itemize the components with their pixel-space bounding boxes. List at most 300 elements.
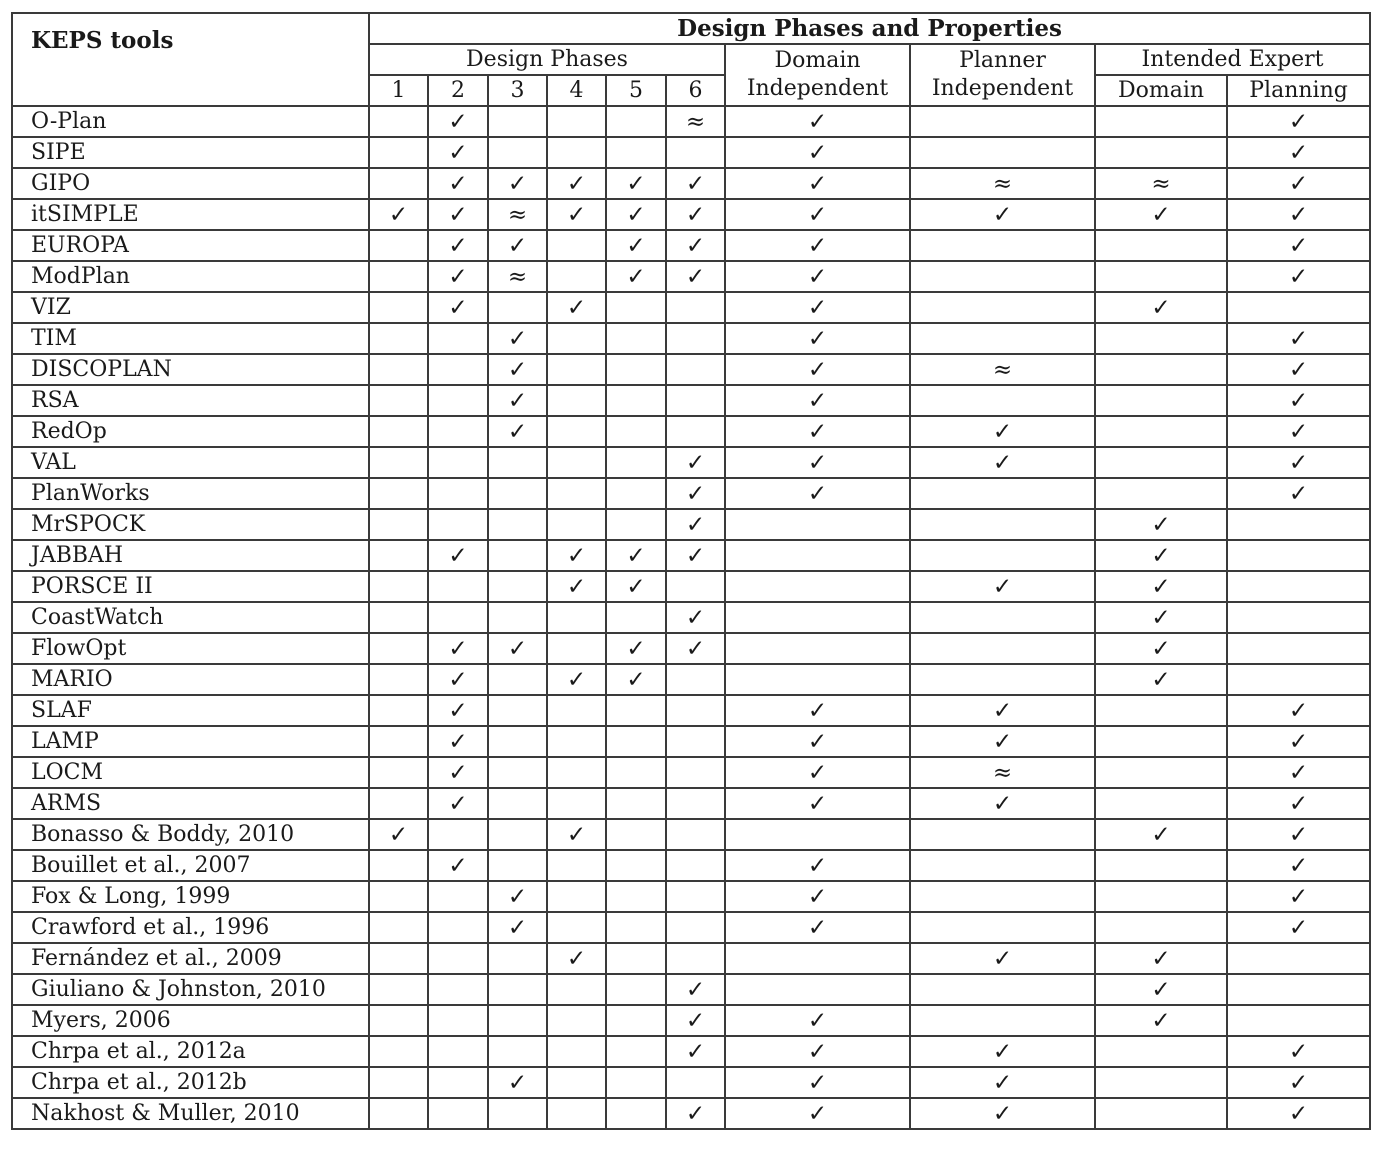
table-row (12, 943, 1370, 974)
mark-cell (547, 106, 606, 137)
mark-cell (910, 385, 1095, 416)
mark-cell: ✓ (666, 261, 725, 292)
mark-cell (547, 478, 606, 509)
mark-cell (428, 1005, 488, 1036)
table-row (12, 881, 1370, 912)
mark-cell (547, 385, 606, 416)
mark-cell: ✓ (1227, 230, 1370, 261)
mark-cell (547, 602, 606, 633)
mark-cell: ✓ (428, 540, 488, 571)
tool-name-cell: MrSPOCK (12, 509, 369, 540)
table-row (12, 974, 1370, 1005)
mark-cell (547, 695, 606, 726)
tool-name-cell: LAMP (12, 726, 369, 757)
mark-cell (666, 354, 725, 385)
table-row (12, 416, 1370, 447)
mark-cell (910, 106, 1095, 137)
table-body (12, 106, 1370, 1129)
mark-cell: ✓ (488, 385, 547, 416)
mark-cell: ✓ (1227, 757, 1370, 788)
mark-cell (547, 633, 606, 664)
mark-cell (606, 757, 666, 788)
mark-cell: ✓ (725, 416, 910, 447)
mark-cell: ✓ (606, 168, 666, 199)
mark-cell: ✓ (428, 664, 488, 695)
tool-name-cell: PlanWorks (12, 478, 369, 509)
mark-cell: ✓ (1095, 664, 1227, 695)
mark-cell (666, 571, 725, 602)
mark-cell: ✓ (369, 819, 428, 850)
mark-cell (666, 323, 725, 354)
table-row (12, 199, 1370, 230)
mark-cell (488, 602, 547, 633)
mark-cell (606, 416, 666, 447)
mark-cell (547, 850, 606, 881)
mark-cell (369, 385, 428, 416)
mark-cell (547, 974, 606, 1005)
intended-expert-header: Intended Expert (1095, 44, 1370, 75)
mark-cell (488, 447, 547, 478)
mark-cell: ✓ (428, 199, 488, 230)
tool-name-cell: Bouillet et al., 2007 (12, 850, 369, 881)
mark-cell: ✓ (488, 168, 547, 199)
mark-cell (606, 788, 666, 819)
mark-cell: ✓ (488, 323, 547, 354)
mark-cell: ✓ (666, 447, 725, 478)
table-row (12, 447, 1370, 478)
tool-name-cell: PORSCE II (12, 571, 369, 602)
mark-cell: ✓ (725, 1098, 910, 1129)
mark-cell (547, 416, 606, 447)
mark-cell (910, 261, 1095, 292)
mark-cell (606, 1067, 666, 1098)
mark-cell (428, 571, 488, 602)
mark-cell: ✓ (488, 354, 547, 385)
mark-cell: ✓ (666, 509, 725, 540)
keps-tools-header: KEPS tools (12, 13, 369, 106)
mark-cell: ✓ (910, 1036, 1095, 1067)
table-row (12, 540, 1370, 571)
mark-cell (488, 850, 547, 881)
mark-cell: ≈ (1095, 168, 1227, 199)
table-row (12, 323, 1370, 354)
mark-cell (428, 912, 488, 943)
table-row (12, 292, 1370, 323)
tool-name-cell: SIPE (12, 137, 369, 168)
mark-cell: ✓ (428, 137, 488, 168)
table-row (12, 695, 1370, 726)
mark-cell (1095, 912, 1227, 943)
table-row (12, 850, 1370, 881)
tool-name-cell: Giuliano & Johnston, 2010 (12, 974, 369, 1005)
mark-cell (606, 912, 666, 943)
mark-cell (606, 726, 666, 757)
mark-cell (910, 602, 1095, 633)
mark-cell: ✓ (547, 540, 606, 571)
mark-cell: ✓ (428, 757, 488, 788)
mark-cell: ✓ (725, 199, 910, 230)
mark-cell (488, 788, 547, 819)
mark-cell: ✓ (666, 199, 725, 230)
table-row (12, 1005, 1370, 1036)
mark-cell: ✓ (488, 1067, 547, 1098)
domain-independent-line1: Domain (774, 48, 861, 73)
mark-cell: ✓ (1227, 447, 1370, 478)
mark-cell (1095, 416, 1227, 447)
mark-cell (606, 509, 666, 540)
mark-cell: ✓ (547, 664, 606, 695)
mark-cell: ✓ (606, 633, 666, 664)
mark-cell (666, 819, 725, 850)
mark-cell (1095, 881, 1227, 912)
mark-cell (606, 943, 666, 974)
mark-cell (428, 881, 488, 912)
mark-cell (1227, 292, 1370, 323)
tool-name-cell: MARIO (12, 664, 369, 695)
mark-cell: ✓ (1227, 912, 1370, 943)
mark-cell (910, 974, 1095, 1005)
domain-independent-line2: Independent (746, 76, 889, 101)
mark-cell (606, 106, 666, 137)
mark-cell: ✓ (1227, 819, 1370, 850)
tool-name-cell: itSIMPLE (12, 199, 369, 230)
table-row (12, 757, 1370, 788)
mark-cell (369, 1098, 428, 1129)
mark-cell (1227, 540, 1370, 571)
mark-cell (910, 664, 1095, 695)
mark-cell (428, 447, 488, 478)
mark-cell: ✓ (1095, 633, 1227, 664)
mark-cell (606, 695, 666, 726)
mark-cell: ✓ (1227, 478, 1370, 509)
mark-cell: ✓ (606, 664, 666, 695)
mark-cell (369, 850, 428, 881)
mark-cell: ✓ (725, 230, 910, 261)
mark-cell: ✓ (666, 974, 725, 1005)
mark-cell (666, 881, 725, 912)
mark-cell (910, 819, 1095, 850)
tool-name-cell: RedOp (12, 416, 369, 447)
mark-cell (547, 1005, 606, 1036)
mark-cell (725, 664, 910, 695)
mark-cell (910, 850, 1095, 881)
mark-cell (1095, 850, 1227, 881)
mark-cell (369, 633, 428, 664)
table-row (12, 571, 1370, 602)
mark-cell (725, 974, 910, 1005)
mark-cell: ✓ (1227, 1036, 1370, 1067)
mark-cell: ≈ (910, 757, 1095, 788)
mark-cell (488, 137, 547, 168)
tool-name-cell: Myers, 2006 (12, 1005, 369, 1036)
mark-cell: ✓ (428, 788, 488, 819)
mark-cell: ≈ (910, 168, 1095, 199)
mark-cell (547, 1067, 606, 1098)
mark-cell (369, 354, 428, 385)
mark-cell: ✓ (666, 230, 725, 261)
mark-cell (547, 912, 606, 943)
mark-cell: ✓ (910, 788, 1095, 819)
phase-5-header: 5 (606, 75, 666, 106)
mark-cell (666, 943, 725, 974)
mark-cell (606, 447, 666, 478)
mark-cell: ✓ (1227, 354, 1370, 385)
mark-cell (606, 292, 666, 323)
mark-cell (547, 447, 606, 478)
mark-cell: ✓ (725, 1005, 910, 1036)
mark-cell: ≈ (488, 261, 547, 292)
mark-cell (910, 633, 1095, 664)
mark-cell (666, 850, 725, 881)
mark-cell: ✓ (1227, 106, 1370, 137)
table-row (12, 664, 1370, 695)
mark-cell (369, 943, 428, 974)
mark-cell: ✓ (725, 385, 910, 416)
tool-name-cell: Crawford et al., 1996 (12, 912, 369, 943)
mark-cell (547, 323, 606, 354)
table-row (12, 633, 1370, 664)
mark-cell: ✓ (725, 168, 910, 199)
mark-cell: ✓ (1095, 943, 1227, 974)
mark-cell (547, 137, 606, 168)
mark-cell: ✓ (725, 1036, 910, 1067)
table-row (12, 385, 1370, 416)
tool-name-cell: RSA (12, 385, 369, 416)
mark-cell (547, 230, 606, 261)
mark-cell: ✓ (1227, 1067, 1370, 1098)
mark-cell (428, 943, 488, 974)
mark-cell (547, 788, 606, 819)
mark-cell: ✓ (725, 726, 910, 757)
mark-cell (428, 1067, 488, 1098)
design-phases-header: Design Phases (369, 44, 725, 75)
mark-cell (725, 943, 910, 974)
mark-cell (910, 912, 1095, 943)
mark-cell (488, 292, 547, 323)
mark-cell: ✓ (666, 633, 725, 664)
mark-cell (666, 664, 725, 695)
mark-cell: ✓ (910, 447, 1095, 478)
mark-cell: ✓ (725, 478, 910, 509)
mark-cell: ✓ (606, 261, 666, 292)
mark-cell (369, 230, 428, 261)
mark-cell (1095, 726, 1227, 757)
mark-cell (369, 261, 428, 292)
mark-cell: ✓ (606, 230, 666, 261)
mark-cell: ✓ (547, 292, 606, 323)
mark-cell (910, 1005, 1095, 1036)
tool-name-cell: Chrpa et al., 2012a (12, 1036, 369, 1067)
mark-cell (369, 757, 428, 788)
mark-cell (725, 819, 910, 850)
mark-cell: ✓ (1227, 850, 1370, 881)
mark-cell: ✓ (428, 726, 488, 757)
mark-cell: ✓ (488, 881, 547, 912)
mark-cell (488, 943, 547, 974)
mark-cell: ✓ (725, 261, 910, 292)
mark-cell (1095, 1098, 1227, 1129)
table-row (12, 354, 1370, 385)
mark-cell: ≈ (910, 354, 1095, 385)
tool-name-cell: Fox & Long, 1999 (12, 881, 369, 912)
mark-cell (606, 850, 666, 881)
mark-cell (1095, 261, 1227, 292)
mark-cell (1227, 974, 1370, 1005)
mark-cell: ✓ (666, 1036, 725, 1067)
mark-cell: ✓ (1227, 323, 1370, 354)
mark-cell (428, 819, 488, 850)
mark-cell (910, 323, 1095, 354)
mark-cell: ✓ (547, 571, 606, 602)
mark-cell: ✓ (666, 540, 725, 571)
mark-cell (547, 1098, 606, 1129)
mark-cell: ✓ (910, 199, 1095, 230)
mark-cell: ✓ (1095, 199, 1227, 230)
mark-cell: ✓ (1227, 416, 1370, 447)
mark-cell (910, 292, 1095, 323)
mark-cell: ✓ (1095, 571, 1227, 602)
mark-cell (1095, 447, 1227, 478)
tool-name-cell: ModPlan (12, 261, 369, 292)
table-row (12, 1098, 1370, 1129)
mark-cell (725, 540, 910, 571)
mark-cell (910, 478, 1095, 509)
mark-cell (1095, 354, 1227, 385)
mark-cell (428, 478, 488, 509)
mark-cell (369, 664, 428, 695)
mark-cell: ✓ (488, 633, 547, 664)
mark-cell (1095, 695, 1227, 726)
mark-cell (369, 478, 428, 509)
mark-cell (369, 509, 428, 540)
table-row (12, 602, 1370, 633)
mark-cell (666, 1067, 725, 1098)
mark-cell (725, 633, 910, 664)
mark-cell: ✓ (606, 571, 666, 602)
mark-cell (910, 230, 1095, 261)
table-row (12, 230, 1370, 261)
mark-cell: ✓ (547, 943, 606, 974)
mark-cell: ✓ (725, 323, 910, 354)
mark-cell (1227, 1005, 1370, 1036)
mark-cell: ✓ (666, 168, 725, 199)
mark-cell: ✓ (428, 261, 488, 292)
mark-cell (488, 757, 547, 788)
mark-cell (910, 881, 1095, 912)
mark-cell: ✓ (725, 354, 910, 385)
mark-cell (369, 292, 428, 323)
mark-cell: ✓ (910, 726, 1095, 757)
mark-cell (1095, 323, 1227, 354)
mark-cell: ✓ (910, 571, 1095, 602)
tool-name-cell: FlowOpt (12, 633, 369, 664)
mark-cell (369, 912, 428, 943)
mark-cell (1227, 602, 1370, 633)
phase-6-header: 6 (666, 75, 725, 106)
mark-cell: ✓ (666, 478, 725, 509)
mark-cell: ✓ (1095, 292, 1227, 323)
mark-cell (428, 509, 488, 540)
expert-planning-header: Planning (1227, 75, 1370, 106)
mark-cell (666, 292, 725, 323)
mark-cell: ✓ (725, 788, 910, 819)
mark-cell (369, 1067, 428, 1098)
mark-cell (369, 323, 428, 354)
mark-cell: ✓ (428, 230, 488, 261)
planner-independent-line2: Independent (931, 76, 1074, 101)
mark-cell: ✓ (547, 168, 606, 199)
mark-cell (666, 385, 725, 416)
mark-cell (488, 664, 547, 695)
tool-name-cell: JABBAH (12, 540, 369, 571)
mark-cell (369, 1005, 428, 1036)
mark-cell (488, 1098, 547, 1129)
tool-name-cell: LOCM (12, 757, 369, 788)
mark-cell: ✓ (666, 602, 725, 633)
mark-cell: ✓ (1227, 199, 1370, 230)
mark-cell (428, 385, 488, 416)
mark-cell: ✓ (1227, 726, 1370, 757)
mark-cell (606, 354, 666, 385)
mark-cell: ✓ (1095, 1005, 1227, 1036)
mark-cell (428, 416, 488, 447)
mark-cell (606, 602, 666, 633)
mark-cell: ✓ (1095, 540, 1227, 571)
mark-cell (666, 137, 725, 168)
mark-cell: ✓ (606, 199, 666, 230)
mark-cell (488, 106, 547, 137)
mark-cell: ✓ (428, 106, 488, 137)
mark-cell (1095, 230, 1227, 261)
mark-cell (369, 788, 428, 819)
tool-name-cell: O-Plan (12, 106, 369, 137)
mark-cell: ✓ (1095, 819, 1227, 850)
mark-cell (428, 1098, 488, 1129)
mark-cell (1095, 757, 1227, 788)
mark-cell: ✓ (547, 819, 606, 850)
mark-cell (1095, 788, 1227, 819)
mark-cell (606, 478, 666, 509)
mark-cell (666, 726, 725, 757)
mark-cell (1095, 385, 1227, 416)
phase-2-header: 2 (428, 75, 488, 106)
mark-cell (1095, 137, 1227, 168)
mark-cell (547, 881, 606, 912)
mark-cell (725, 602, 910, 633)
mark-cell (1227, 509, 1370, 540)
mark-cell (369, 974, 428, 1005)
planner-independent-line1: Planner (959, 48, 1046, 73)
mark-cell: ✓ (725, 881, 910, 912)
mark-cell (369, 137, 428, 168)
mark-cell (606, 1098, 666, 1129)
mark-cell: ✓ (910, 416, 1095, 447)
tool-name-cell: VAL (12, 447, 369, 478)
mark-cell (910, 509, 1095, 540)
mark-cell: ✓ (488, 912, 547, 943)
mark-cell (369, 602, 428, 633)
table-row (12, 509, 1370, 540)
phase-3-header: 3 (488, 75, 547, 106)
mark-cell (547, 354, 606, 385)
mark-cell (1095, 478, 1227, 509)
tool-name-cell: Fernández et al., 2009 (12, 943, 369, 974)
mark-cell (488, 540, 547, 571)
tool-name-cell: SLAF (12, 695, 369, 726)
mark-cell (547, 726, 606, 757)
mark-cell (369, 571, 428, 602)
mark-cell: ✓ (725, 292, 910, 323)
